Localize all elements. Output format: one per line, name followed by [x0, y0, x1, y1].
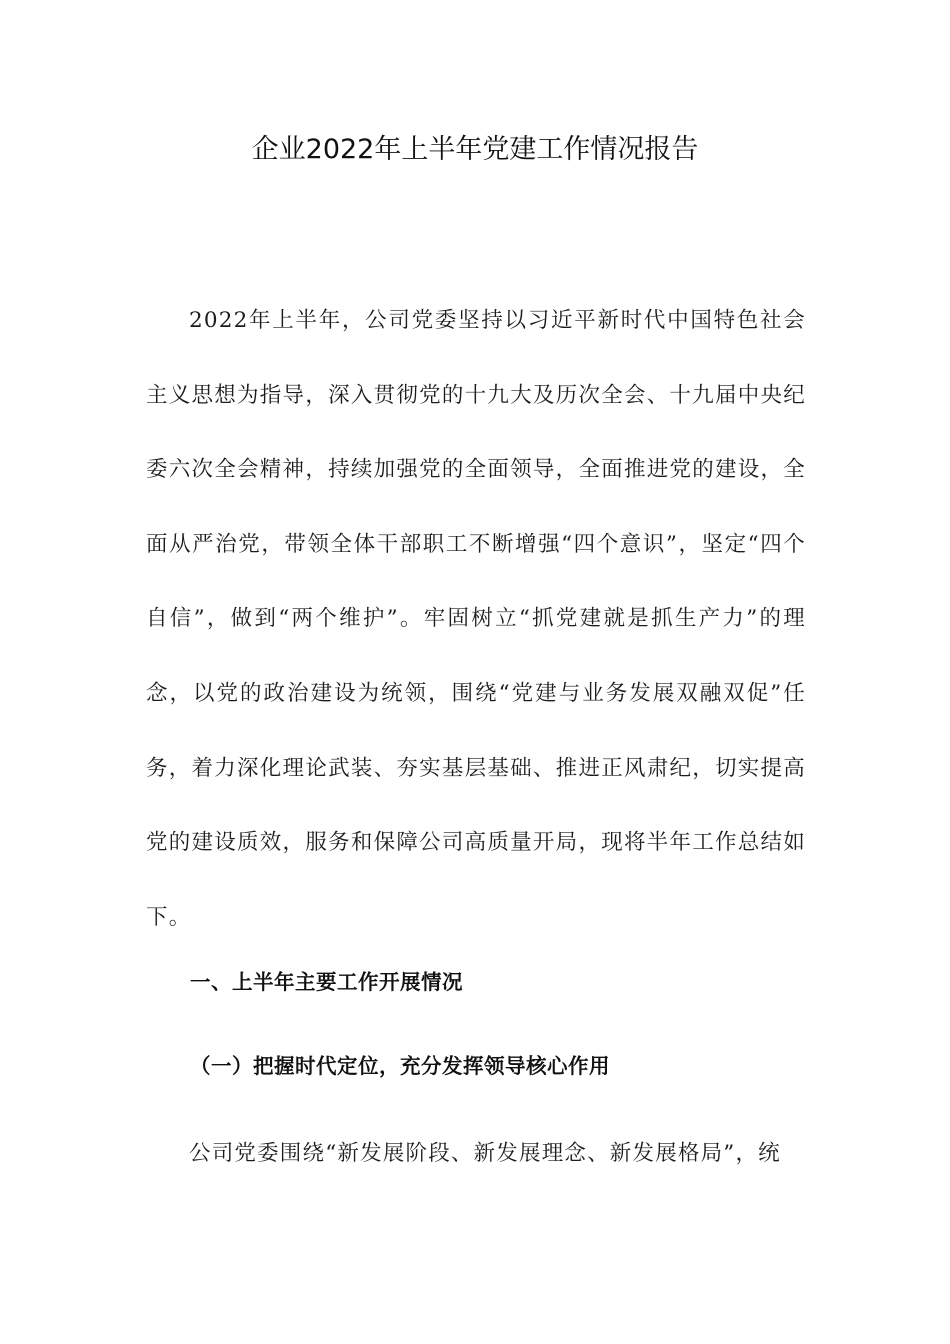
document-title: 企业2022年上半年党建工作情况报告: [251, 134, 699, 165]
section-heading: 一、上半年主要工作开展情况: [190, 970, 463, 994]
intro-paragraph: 2022年上半年，公司党委坚持以习近平新时代中国特色社会主义思想为指导，深入贯彻党的十九大及历次全会、十九届中央纪委六次全会精神，持续加强党的全面领导，全面推进党的建设，全面从严治党，带领全体干部职工不断增强“四个意识”，坚定“四个自信”，做到“两个维护”。牢固树立“抓党建就是抓生产力”的理念，以党的政治建设为统领，围绕“党建与业务发展双融双促”任务，着力深化理论武装、夯实基层基础、推进正风肃纪，切实提高党的建设质效，服务和保障公司高质量开局，现将半年工作总结如下。: [146, 308, 806, 930]
subsection-paragraph: 公司党委围绕“新发展阶段、新发展理念、新发展格局”，统: [189, 1141, 781, 1166]
subsection-heading: （一）把握时代定位，充分发挥领导核心作用: [190, 1054, 610, 1078]
